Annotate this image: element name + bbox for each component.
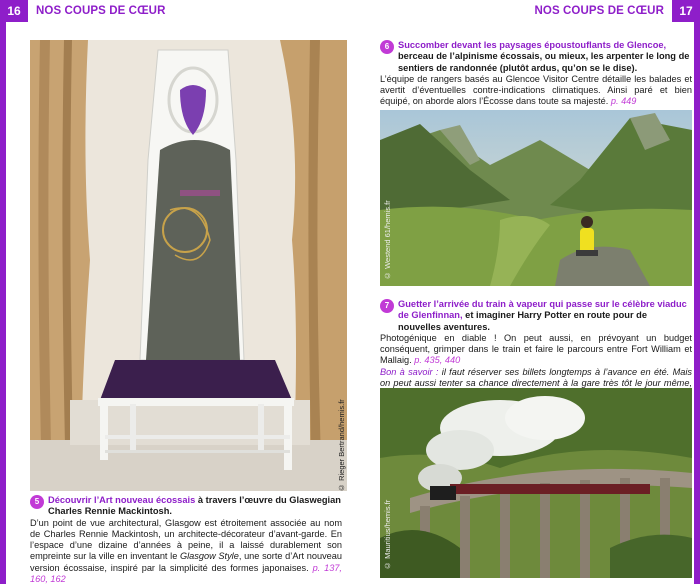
glencoe-photo <box>380 110 692 286</box>
entry-6-title-highlight: Succomber devant les paysages époustouflants de Glencoe, <box>398 40 667 50</box>
glenfinnan-viaduct-photo <box>380 388 692 578</box>
entry-6-body-text: L’équipe de rangers basés au Glencoe Visitor Centre détaille les balades et avertit d’éventuelles contre-indications climatiques. Ainsi paré et bien équipé, on aborde alors l’Écosse dans toute sa majesté. <box>380 73 692 107</box>
entry-5-title-rest: à travers l’œuvre du Glaswegian Charles Rennie Mackintosh. <box>48 495 341 517</box>
entry-5-title <box>48 495 342 518</box>
entry-7-page-refs[interactable]: p. 435, 440 <box>414 355 461 366</box>
photo-credit-viaduct: © Mauritius/hemis.fr <box>383 499 392 570</box>
entry-6-title-rest: berceau de l’alpinisme écossais, ou mieux, les arpenter le long de sentiers de randonnée (plutôt ardus, qu’on se le dise). <box>398 51 690 73</box>
page-number-left: 16 <box>0 0 28 22</box>
entry-5-body-text: D’un point de vue architectural, Glasgow est étroitement associée au nom de Charles Rennie Mackintosh, un architecte-décorateur d’avant-garde. En l’espace d’une dizaine d’années à peine, il a laissé durablement son empreinte sur la ville en inventant le <box>30 517 342 562</box>
viaduct-illustration <box>380 388 692 578</box>
entry-5-page-refs[interactable]: p. 137, 160, 162 <box>30 562 342 584</box>
entry-5 <box>30 495 342 584</box>
entry-6 <box>380 40 692 108</box>
entry-5-body-end: , une sorte d’Art nouveau version écossaise, inspiré par la simplicité des formes japonaises. <box>30 551 342 573</box>
entry-7-title-rest: et imaginer Harry Potter en route pour de nouvelles aventures. <box>398 310 648 332</box>
left-edge-strip <box>0 0 6 584</box>
photo-credit-glencoe: © Westend 61/hemis.fr <box>383 200 392 280</box>
glencoe-landscape <box>380 110 692 286</box>
entry-5-head <box>30 495 342 518</box>
section-title-left: NOS COUPS DE CŒUR <box>36 5 166 17</box>
entry-5-body-italic: Glasgow Style <box>179 551 239 562</box>
entry-7-body-text: Photogénique en diable ! On peut aussi, en prévoyant un budget conséquent, grimper dans le train et faire le parcours entre Fort William et Mallaig. <box>380 332 692 366</box>
entry-6-body <box>380 74 692 108</box>
entry-5-title-highlight: Découvrir l’Art nouveau écossais <box>48 495 196 505</box>
tip-label: Bon à savoir : <box>380 366 439 377</box>
mackintosh-chair-photo <box>30 40 347 491</box>
entry-number-badge: 5 <box>30 495 44 509</box>
tip-text: il faut réserver ses billets longtemps à l’avance en été. Mais on peut aussi tenter sa chance directement à la gare très tôt le jour même, <box>380 366 692 389</box>
entry-6-head <box>380 40 692 74</box>
entry-7-head <box>380 299 692 333</box>
entry-5-body <box>30 518 342 584</box>
chair-illustration <box>30 40 347 491</box>
entry-6-page-refs[interactable]: p. 449 <box>610 96 637 107</box>
section-title-right: NOS COUPS DE CŒUR <box>534 5 664 17</box>
entry-6-title <box>398 40 692 74</box>
left-header <box>0 0 350 22</box>
entry-7-title-highlight: Guetter l’arrivée du train à vapeur qui passe sur le célèbre viaduc de Glenfinnan, <box>398 299 687 321</box>
entry-number-badge: 7 <box>380 299 394 313</box>
right-edge-strip <box>694 0 700 584</box>
entry-number-badge: 6 <box>380 40 394 54</box>
right-page <box>350 0 700 584</box>
right-header <box>350 0 700 22</box>
photo-credit-chair: © Rieger Bertrand/hemis.fr <box>337 399 346 492</box>
page-number-right: 17 <box>672 0 700 22</box>
entry-7-title <box>398 299 692 333</box>
